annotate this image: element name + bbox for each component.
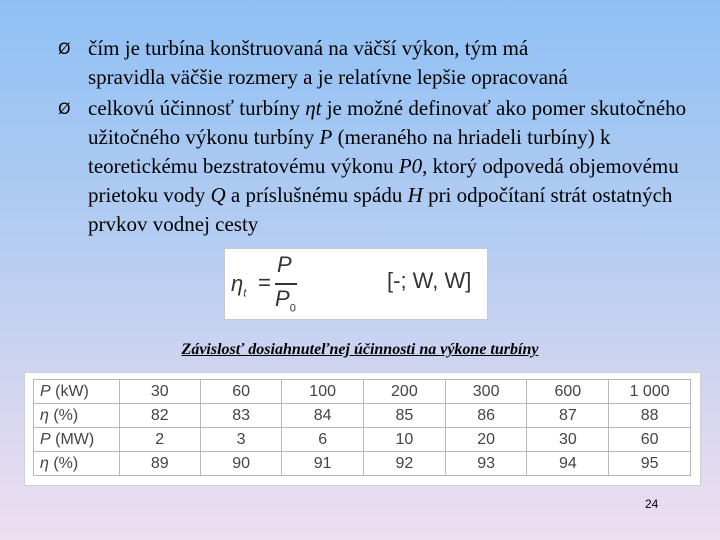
bullet-text: celkovú účinnosť turbíny [88, 96, 306, 120]
bullet-list [58, 34, 698, 241]
efficiency-table-panel [24, 372, 701, 486]
formula-eta: $\eta_t$ [231, 271, 247, 300]
table-cell: 85 [364, 404, 446, 428]
table-cell: 60 [200, 380, 281, 404]
table-cell: 30 [527, 428, 609, 452]
variable-h: H [407, 183, 423, 207]
table-caption: Závislosť dosiahnuteľnej účinnosti na výkone turbíny [181, 341, 539, 358]
table-cell: 200 [364, 380, 446, 404]
table-cell: 30 [119, 380, 200, 404]
table-row [34, 404, 691, 428]
variable-q: Q [210, 183, 226, 207]
bullet-text: pri odpočítaní strát ostatných prvkov vodnej cesty [88, 183, 673, 236]
table-cell: 10 [364, 428, 446, 452]
table-cell: 86 [445, 404, 527, 428]
efficiency-formula [224, 248, 488, 320]
table-cell: 93 [445, 452, 527, 476]
table-cell: 100 [282, 380, 364, 404]
page-number: 24 [645, 497, 659, 511]
table-cell: 90 [200, 452, 281, 476]
table-cell: 3 [200, 428, 281, 452]
bullet-text: (meraného na hriadeli turbíny) k teoretickému bezstratovému výkonu [88, 125, 611, 178]
row-header: η (%) [34, 452, 120, 476]
formula-numerator: P [277, 252, 292, 277]
variable-eta-t: ηt [305, 96, 322, 120]
table-cell: 88 [609, 404, 691, 428]
table-row [34, 428, 691, 452]
formula-units: [-; W, W] [387, 268, 472, 293]
table-cell: 82 [119, 404, 200, 428]
bullet-text: , ktorý odpovedá objemovému prietoku vody [88, 154, 679, 207]
efficiency-table [33, 379, 691, 476]
table-cell: 1 000 [609, 380, 691, 404]
table-cell: 300 [445, 380, 527, 404]
table-cell: 60 [609, 428, 691, 452]
bullet-text: a príslušnému spádu [225, 183, 408, 207]
table-cell: 83 [200, 404, 281, 428]
table-cell: 20 [445, 428, 527, 452]
table-cell: 84 [282, 404, 364, 428]
table-cell: 94 [527, 452, 609, 476]
table-cell: 91 [282, 452, 364, 476]
row-header: P (kW) [34, 380, 120, 404]
fraction-line [275, 283, 297, 285]
bullet-item [58, 34, 698, 92]
row-header: P (MW) [34, 428, 120, 452]
arrow-bullet-icon: Ø [58, 99, 71, 118]
table-row [34, 452, 691, 476]
variable-p0: P0 [398, 154, 423, 178]
formula-equals: = [258, 270, 271, 295]
table-cell: 600 [527, 380, 609, 404]
bullet-text-line: spravidla väčšie rozmery a je relatívne lepšie opracovaná [88, 65, 568, 89]
bullet-text: je možné definovať ako pomer skutočného užitočného výkonu turbíny [88, 96, 687, 149]
table-cell: 89 [119, 452, 200, 476]
table-cell: 6 [282, 428, 364, 452]
table-row [34, 380, 691, 404]
table-cell: 2 [119, 428, 200, 452]
table-cell: 95 [609, 452, 691, 476]
bullet-text-line: čím je turbína konštruovaná na väčší výkon, tým má [88, 36, 529, 60]
formula-denominator: $P_0$ [275, 286, 296, 315]
table-cell: 87 [527, 404, 609, 428]
row-header: η (%) [34, 404, 120, 428]
arrow-bullet-icon: Ø [58, 39, 71, 58]
variable-p: P [319, 125, 333, 149]
bullet-item [58, 94, 698, 239]
table-cell: 92 [364, 452, 446, 476]
